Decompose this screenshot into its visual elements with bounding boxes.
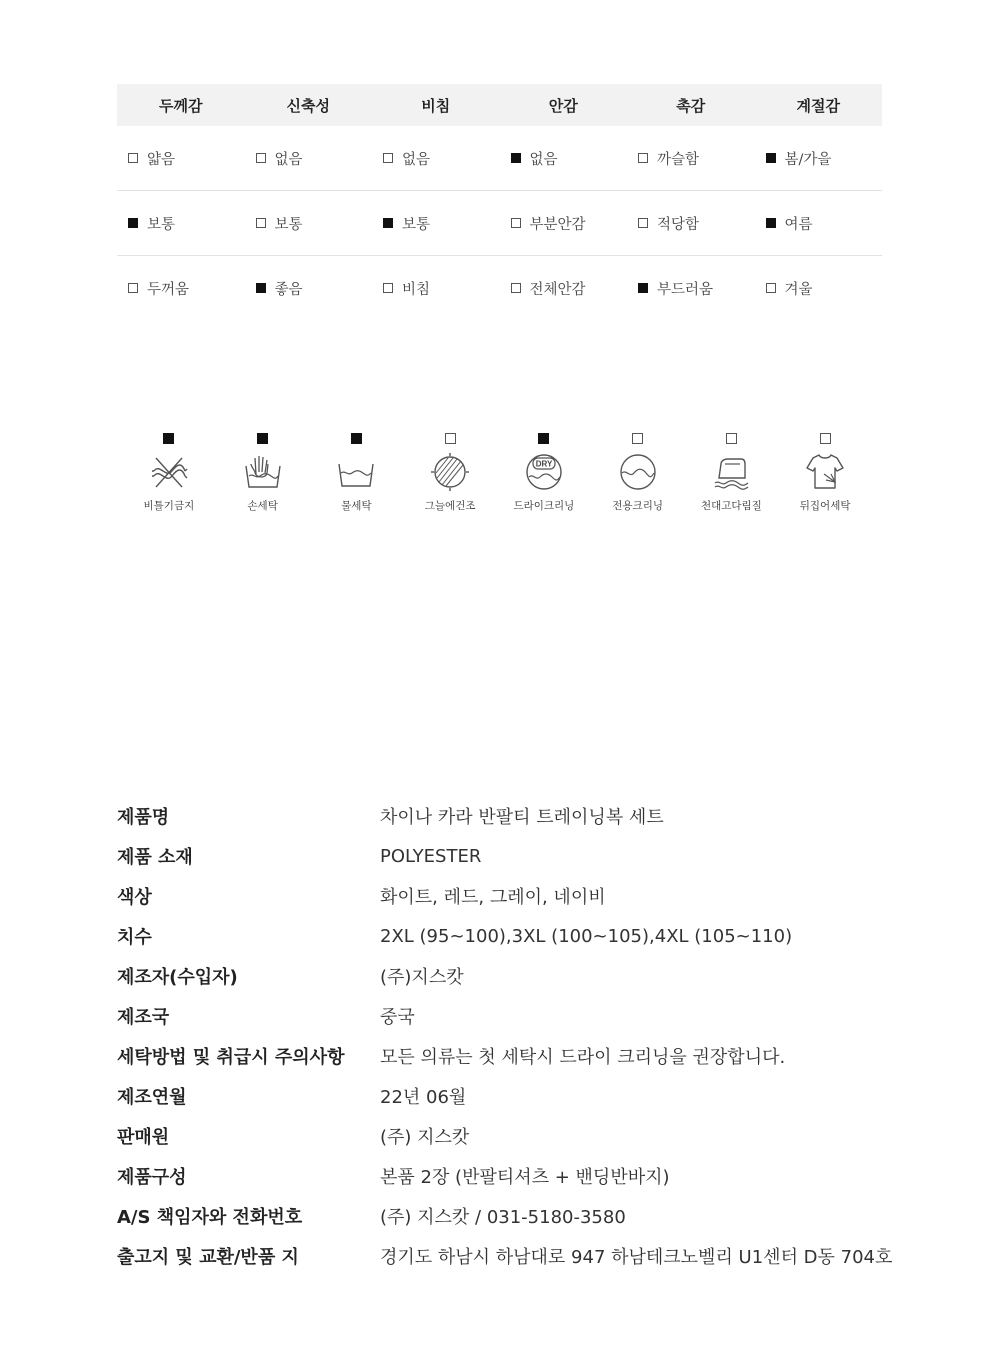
header-sheerness: 비침 <box>421 96 451 115</box>
info-row-care-notes <box>117 1036 897 1076</box>
info-value: POLYESTER <box>380 845 482 867</box>
info-row-seller <box>117 1116 897 1156</box>
info-label: 색상 <box>117 887 152 908</box>
dry-clean-text: DRY <box>535 459 553 469</box>
fabric-table-row <box>117 256 882 320</box>
fabric-option-label: 보통 <box>274 216 303 233</box>
checkbox <box>638 218 648 228</box>
fabric-option <box>500 278 628 299</box>
fabric-option-label: 전체안감 <box>529 281 586 298</box>
care-item-iron-cloth <box>685 433 779 513</box>
checkbox <box>163 433 174 444</box>
header-stretch: 신축성 <box>286 96 330 115</box>
fabric-option-label: 없음 <box>274 151 303 168</box>
care-instructions <box>122 433 872 513</box>
info-value: (주)지스캇 <box>380 967 464 988</box>
info-value: 모든 의류는 첫 세탁시 드라이 크리닝을 권장합니다. <box>380 1047 786 1068</box>
checkbox <box>766 218 776 228</box>
care-item-shade-dry <box>403 433 497 513</box>
checkbox <box>128 283 138 293</box>
info-label: 출고지 및 교환/반품 지 <box>117 1247 299 1268</box>
checkbox <box>351 433 362 444</box>
care-label: 천대고다림질 <box>700 500 762 512</box>
info-row-manufacturer <box>117 956 897 996</box>
fabric-option <box>117 213 245 234</box>
info-row-product-name <box>117 796 897 836</box>
fabric-option-label: 보통 <box>147 216 176 233</box>
shade-dry-icon <box>429 450 471 492</box>
info-row-as-contact <box>117 1196 897 1236</box>
care-label: 그늘에건조 <box>424 500 476 512</box>
info-value: 경기도 하남시 하남대로 947 하남테크노벨리 U1센터 D동 704호 <box>380 1247 893 1268</box>
checkbox <box>511 283 521 293</box>
fabric-option <box>500 213 628 234</box>
no-wring-icon <box>148 450 190 492</box>
hand-wash-icon <box>242 450 284 492</box>
fabric-option-label: 보통 <box>402 216 431 233</box>
special-clean-icon <box>617 450 659 492</box>
header-thickness: 두께감 <box>159 96 203 115</box>
fabric-option-label: 겨울 <box>784 281 813 298</box>
checkbox <box>383 283 393 293</box>
checkbox <box>538 433 549 444</box>
iron-cloth-icon <box>710 450 752 492</box>
dry-clean-icon <box>523 450 565 492</box>
fabric-option <box>755 148 883 169</box>
info-value: (주) 지스캇 / 031-5180-3580 <box>380 1207 626 1228</box>
info-value: 2XL (95~100),3XL (100~105),4XL (105~110) <box>380 925 793 947</box>
fabric-option-label: 부분안감 <box>529 216 586 233</box>
info-value: 중국 <box>380 1007 415 1028</box>
fabric-option <box>372 213 500 234</box>
info-row-colors <box>117 876 897 916</box>
checkbox <box>638 153 648 163</box>
fabric-option-label: 비침 <box>402 281 431 298</box>
care-label: 뒤집어세탁 <box>799 500 851 512</box>
checkbox <box>766 283 776 293</box>
info-label: 판매원 <box>117 1127 170 1148</box>
fabric-table-row <box>117 126 882 191</box>
fabric-attribute-table <box>117 84 882 320</box>
care-item-hand-wash <box>216 433 310 513</box>
info-value: (주) 지스캇 <box>380 1127 470 1148</box>
info-row-manufacture-date <box>117 1076 897 1116</box>
checkbox <box>445 433 456 444</box>
checkbox <box>128 153 138 163</box>
info-label: 제조자(수입자) <box>117 967 238 988</box>
checkbox <box>511 218 521 228</box>
checkbox <box>383 218 393 228</box>
care-item-no-wring <box>122 433 216 513</box>
fabric-option-label: 두꺼움 <box>147 281 190 298</box>
info-label: 제품 소재 <box>117 847 193 868</box>
checkbox <box>256 153 266 163</box>
checkbox <box>383 153 393 163</box>
info-value: 차이나 카라 반팔티 트레이닝복 세트 <box>380 807 664 828</box>
care-label: 비틀기금지 <box>143 500 195 512</box>
care-item-dry-clean <box>497 433 591 513</box>
fabric-option-label: 좋음 <box>274 281 303 298</box>
checkbox <box>632 433 643 444</box>
info-row-components <box>117 1156 897 1196</box>
inside-out-wash-icon <box>804 450 846 492</box>
fabric-table-row <box>117 191 882 256</box>
info-label: A/S 책임자와 전화번호 <box>117 1207 303 1228</box>
water-wash-icon <box>335 450 377 492</box>
info-label: 제조연월 <box>117 1087 187 1108</box>
care-label: 물세탁 <box>341 500 372 512</box>
checkbox <box>257 433 268 444</box>
fabric-option-label: 없음 <box>529 151 558 168</box>
fabric-option <box>755 213 883 234</box>
fabric-option-label: 적당함 <box>657 216 700 233</box>
checkbox <box>256 218 266 228</box>
fabric-option <box>627 148 755 169</box>
care-label: 드라이크리닝 <box>513 500 575 512</box>
info-label: 제품명 <box>117 807 170 828</box>
fabric-option <box>755 278 883 299</box>
fabric-option <box>627 213 755 234</box>
header-lining: 안감 <box>548 96 578 115</box>
fabric-option-label: 까슬함 <box>657 151 700 168</box>
fabric-option-label: 얇음 <box>147 151 176 168</box>
checkbox <box>128 218 138 228</box>
info-label: 제조국 <box>117 1007 170 1028</box>
care-label: 전용크리닝 <box>612 500 663 512</box>
fabric-option <box>245 148 373 169</box>
fabric-option-label: 봄/가을 <box>784 151 832 168</box>
fabric-option-label: 여름 <box>784 216 813 233</box>
checkbox <box>726 433 737 444</box>
product-info-table <box>117 796 897 1276</box>
info-label: 치수 <box>117 927 152 948</box>
care-item-water-wash <box>310 433 404 513</box>
fabric-option <box>245 213 373 234</box>
fabric-option-label: 부드러움 <box>657 281 714 298</box>
info-label: 세탁방법 및 취급시 주의사항 <box>117 1047 345 1068</box>
fabric-table-header <box>117 84 882 126</box>
fabric-option <box>117 148 245 169</box>
checkbox <box>256 283 266 293</box>
checkbox <box>511 153 521 163</box>
info-label: 제품구성 <box>117 1167 187 1188</box>
care-item-inside-out-wash <box>778 433 872 513</box>
fabric-option <box>117 278 245 299</box>
info-row-country <box>117 996 897 1036</box>
fabric-option <box>500 148 628 169</box>
header-texture: 촉감 <box>676 96 706 115</box>
care-item-special-clean <box>591 433 685 513</box>
info-row-sizes <box>117 916 897 956</box>
checkbox <box>820 433 831 444</box>
fabric-option-label: 없음 <box>402 151 431 168</box>
care-label: 손세탁 <box>247 500 278 512</box>
fabric-option <box>372 148 500 169</box>
info-row-material <box>117 836 897 876</box>
header-season: 계절감 <box>796 96 840 115</box>
checkbox <box>766 153 776 163</box>
info-value: 22년 06월 <box>380 1087 467 1108</box>
checkbox <box>638 283 648 293</box>
fabric-option <box>245 278 373 299</box>
info-value: 화이트, 레드, 그레이, 네이비 <box>380 887 606 908</box>
fabric-option <box>627 278 755 299</box>
info-row-return-address <box>117 1236 897 1276</box>
info-value: 본품 2장 (반팔티셔츠 + 밴딩반바지) <box>380 1167 670 1188</box>
fabric-option <box>372 278 500 299</box>
